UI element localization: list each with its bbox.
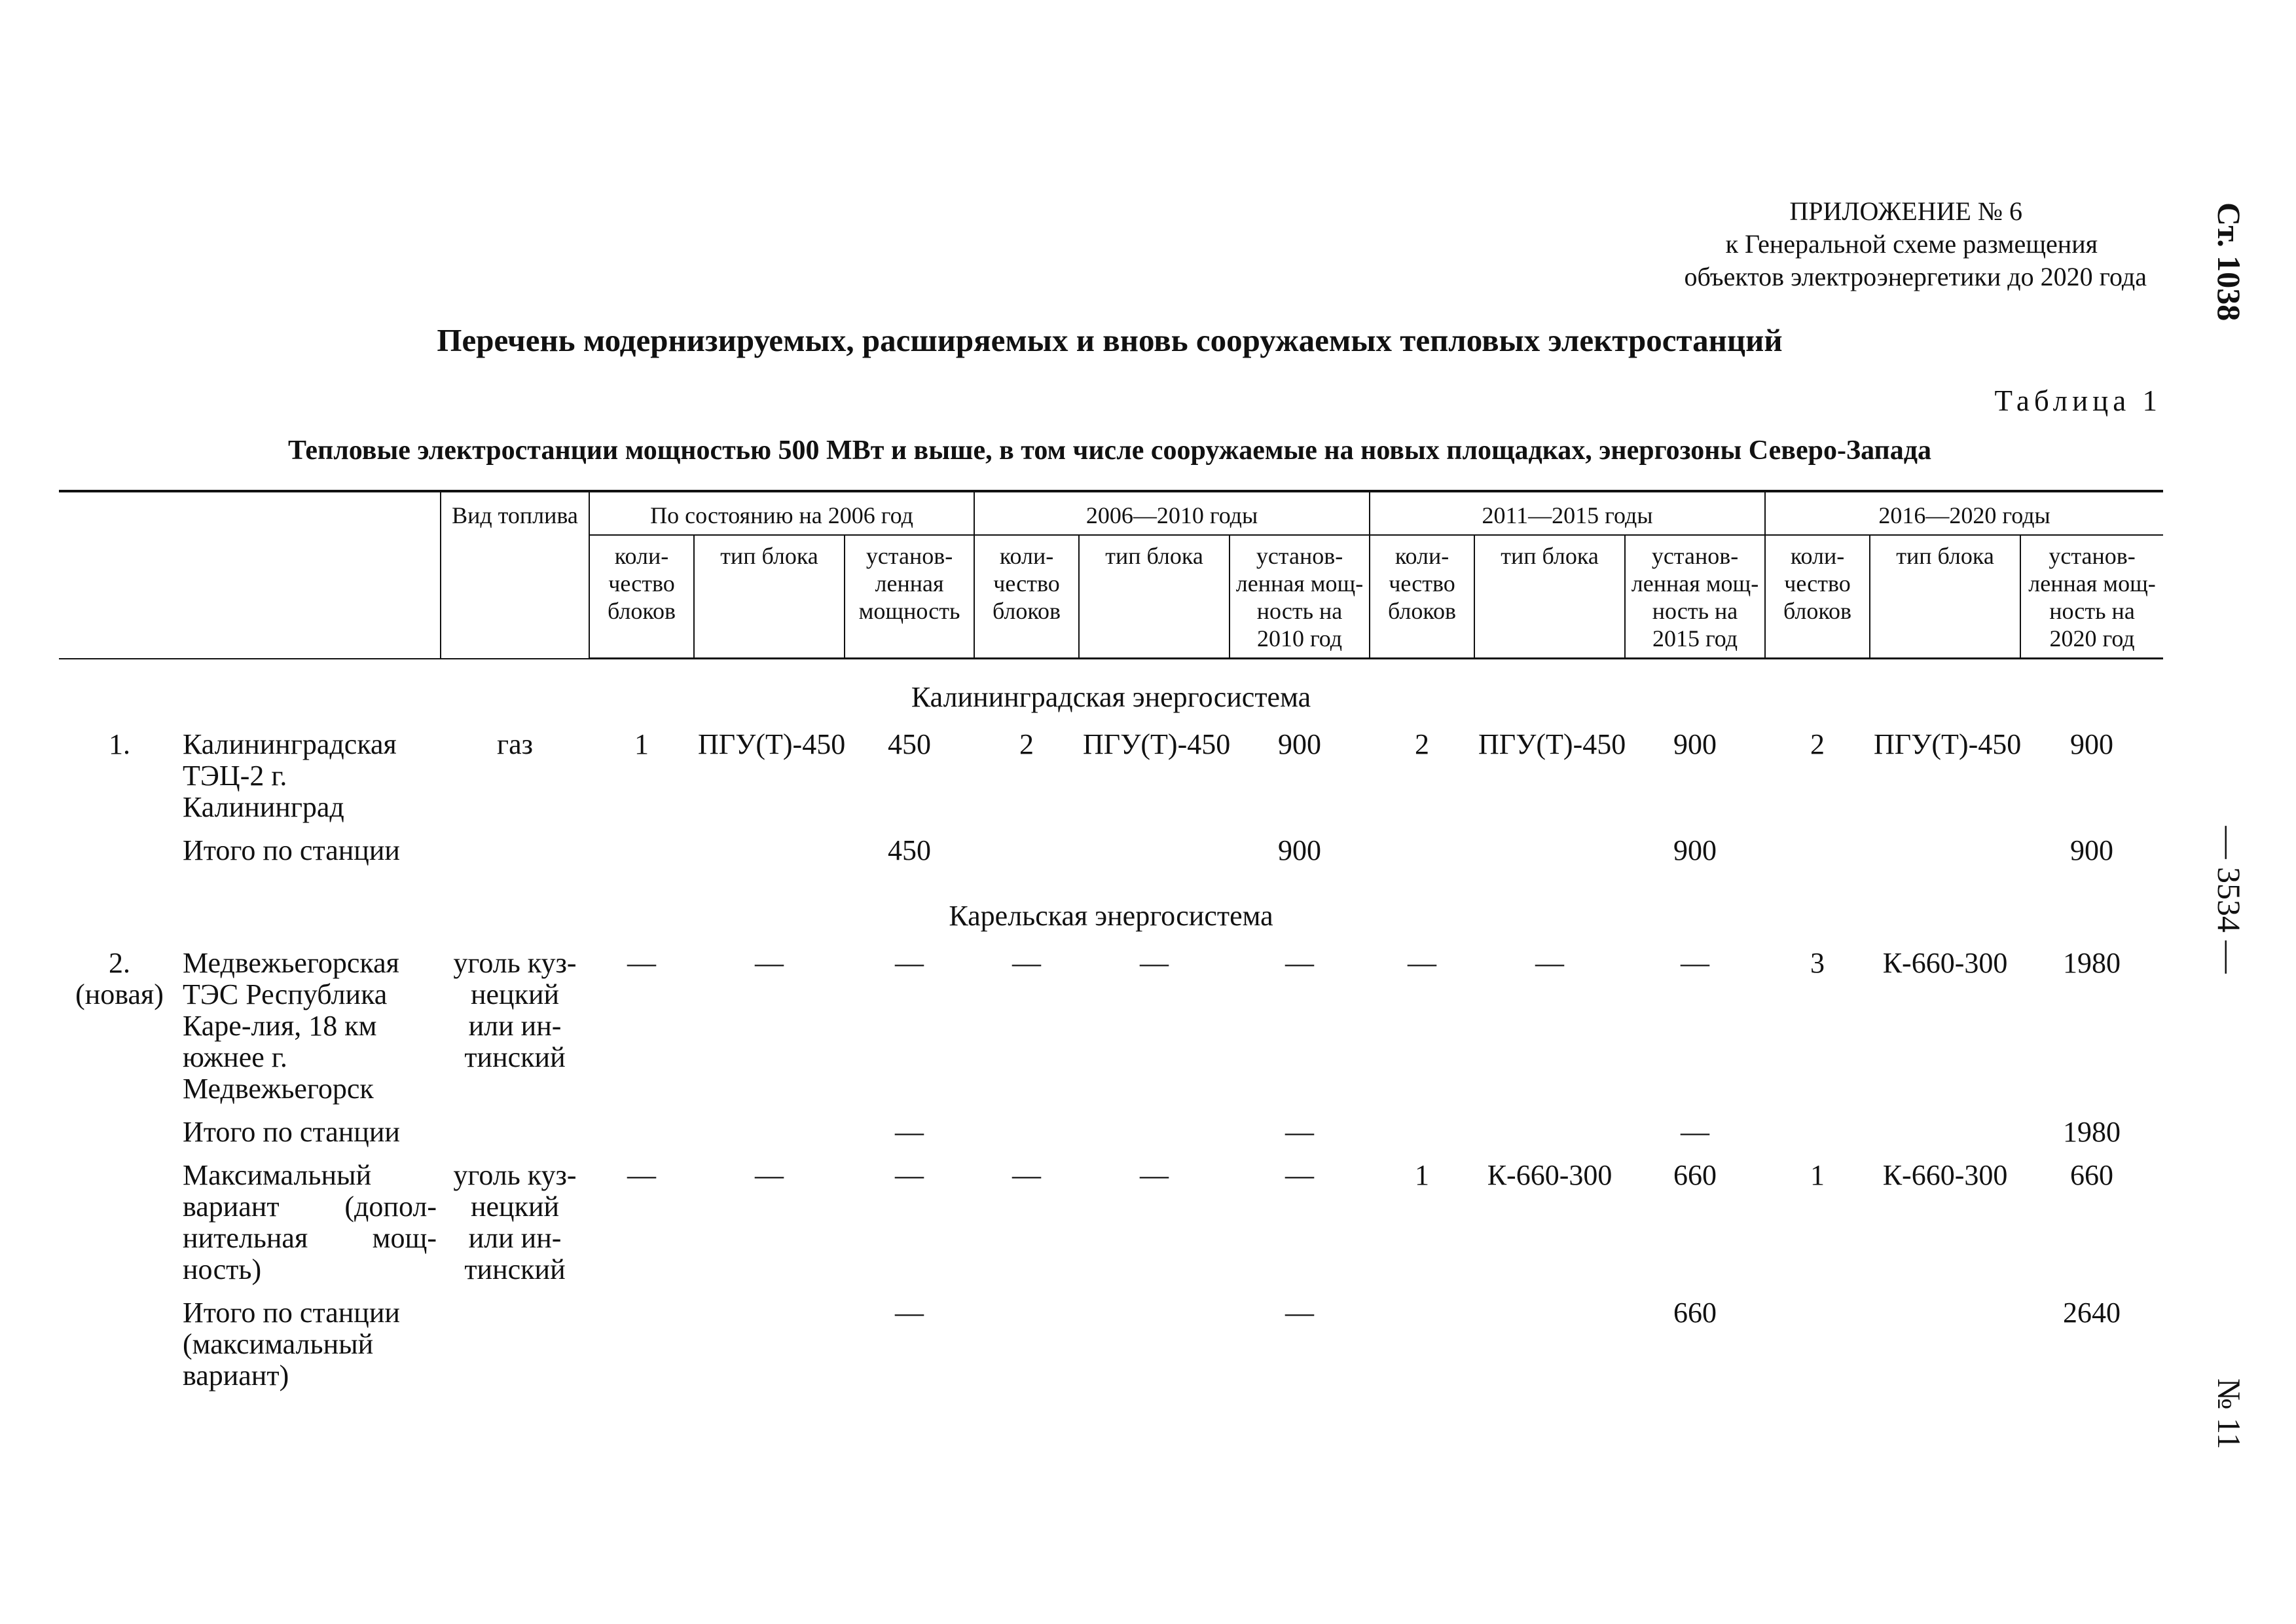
capacity-2020: 1980 <box>2063 947 2121 979</box>
type-2020: ПГУ(Т)-450 <box>1874 728 2022 760</box>
capacity-2006: — <box>895 1297 924 1329</box>
capacity-2010: — <box>1285 1297 1315 1329</box>
count-2006 <box>589 1116 694 1160</box>
power-plants-table <box>59 490 2163 1403</box>
appendix-heading <box>1361 195 2147 293</box>
type-2006 <box>694 1116 845 1160</box>
header-type: тип блока <box>1870 535 2020 659</box>
capacity-2015: — <box>1681 947 1710 979</box>
header-fuel: Вид топлива <box>441 491 589 659</box>
issue-number: № 11 <box>2211 1378 2248 1450</box>
type-2015 <box>1474 1297 1625 1403</box>
capacity-2006: 450 <box>888 834 931 866</box>
table-row <box>59 729 2163 835</box>
count-2015 <box>1370 835 1474 878</box>
region-row <box>59 878 2163 948</box>
page-article-number: Ст. 1038 <box>2211 202 2248 322</box>
header-type: тип блока <box>694 535 845 659</box>
appendix-reference-cont: объектов электроэнергетики до 2020 года <box>1684 262 2147 291</box>
count-2015 <box>1370 1297 1474 1403</box>
fuel-type: уголь куз-нецкий или ин-тинский <box>453 947 577 1073</box>
table-row <box>59 1160 2163 1297</box>
type-2015: ПГУ(Т)-450 <box>1478 728 1626 760</box>
fuel-type: газ <box>497 728 533 760</box>
header-group-2011-2015: 2011—2015 годы <box>1370 491 1765 535</box>
header-capacity-2015: установ-ленная мощ-ность на 2015 год <box>1625 535 1765 659</box>
count-2006: — <box>627 1159 656 1191</box>
count-2015: 2 <box>1415 728 1430 760</box>
capacity-2020: 900 <box>2070 728 2114 760</box>
type-2006 <box>694 835 845 878</box>
count-2010: 2 <box>1019 728 1034 760</box>
station-name: Итого по станции <box>183 1116 400 1148</box>
count-2006 <box>589 1297 694 1403</box>
count-2010: — <box>1012 1159 1042 1191</box>
page-number: — 3534 — <box>2211 826 2248 974</box>
capacity-2010: — <box>1285 1159 1315 1191</box>
header-capacity-2020: установ-ленная мощ-ность на 2020 год <box>2020 535 2163 659</box>
capacity-2006: — <box>895 1159 924 1191</box>
type-2010: — <box>1140 1159 1169 1191</box>
capacity-2010: 900 <box>1278 728 1322 760</box>
region-label: Калининградская энергосистема <box>911 681 1311 713</box>
type-2020: К-660-300 <box>1882 947 2008 979</box>
count-2015: 1 <box>1415 1159 1430 1191</box>
capacity-2020: 900 <box>2070 834 2114 866</box>
document-title: Перечень модернизируемых, расширяемых и вновь сооружаемых тепловых электростанций <box>437 322 1783 358</box>
count-2010: — <box>1012 947 1042 979</box>
type-2020 <box>1870 835 2020 878</box>
table-row-total <box>59 835 2163 878</box>
capacity-2020: 1980 <box>2063 1116 2121 1148</box>
count-2010 <box>974 1116 1079 1160</box>
count-2020: 3 <box>1810 947 1825 979</box>
capacity-2015: 900 <box>1673 834 1717 866</box>
count-2020 <box>1765 1297 1870 1403</box>
header-type: тип блока <box>1079 535 1230 659</box>
header-count: коли-чество блоков <box>589 535 694 659</box>
appendix-reference: к Генеральной схеме размещения <box>1725 229 2098 259</box>
header-group-2016-2020: 2016—2020 годы <box>1765 491 2163 535</box>
type-2010 <box>1079 1297 1230 1403</box>
type-2015 <box>1474 835 1625 878</box>
type-2010: — <box>1140 947 1169 979</box>
header-capacity-2010: установ-ленная мощ-ность на 2010 год <box>1230 535 1370 659</box>
capacity-2015: 660 <box>1673 1297 1717 1329</box>
capacity-2010: — <box>1285 1116 1315 1148</box>
fuel-type <box>441 1297 589 1403</box>
capacity-2015: 660 <box>1673 1159 1717 1191</box>
row-number <box>59 1116 180 1160</box>
header-count: коли-чество блоков <box>1765 535 1870 659</box>
count-2010 <box>974 1297 1079 1403</box>
table-row-total <box>59 1297 2163 1403</box>
count-2020: 1 <box>1810 1159 1825 1191</box>
station-name: Максимальный вариант (допол-нительная мощ-ность) <box>183 1159 437 1285</box>
capacity-2015: 900 <box>1673 728 1717 760</box>
count-2020: 2 <box>1810 728 1825 760</box>
header-type: тип блока <box>1474 535 1625 659</box>
count-2006 <box>589 835 694 878</box>
capacity-2015: — <box>1681 1116 1710 1148</box>
table-row <box>59 948 2163 1116</box>
capacity-2010: — <box>1285 947 1315 979</box>
station-name: Калининградская ТЭЦ-2 г. Калининград <box>183 728 397 823</box>
capacity-2006: 450 <box>888 728 931 760</box>
count-2015: — <box>1408 947 1437 979</box>
fuel-type <box>441 835 589 878</box>
capacity-2020: 660 <box>2070 1159 2114 1191</box>
header-count: коли-чество блоков <box>974 535 1079 659</box>
type-2020 <box>1870 1116 2020 1160</box>
row-number: 2. (новая) <box>75 947 164 1010</box>
capacity-2020: 2640 <box>2063 1297 2121 1329</box>
station-name: Итого по станции <box>183 834 400 866</box>
row-number <box>59 835 180 878</box>
type-2010: ПГУ(Т)-450 <box>1083 728 1231 760</box>
header-capacity-2006: установ-ленная мощность <box>845 535 974 659</box>
type-2015: — <box>1535 947 1565 979</box>
header-row-groups <box>59 491 2163 535</box>
row-number <box>59 1297 180 1403</box>
station-name: Медвежьегорская ТЭС Республика Каре-лия, 18 км южнее г. Медвежьегорск <box>183 947 399 1105</box>
fuel-type: уголь куз-нецкий или ин-тинский <box>453 1159 577 1285</box>
station-name: Итого по станции (максимальный вариант) <box>183 1297 400 1392</box>
header-group-2006: По состоянию на 2006 год <box>589 491 974 535</box>
table-row-total <box>59 1116 2163 1160</box>
type-2015: К-660-300 <box>1487 1159 1613 1191</box>
type-2010 <box>1079 835 1230 878</box>
count-2020 <box>1765 1116 1870 1160</box>
table-subtitle: Тепловые электростанции мощностью 500 МВт и выше, в том числе сооружаемые на новых площадках, энергозоны Северо-Запада <box>287 435 1931 466</box>
type-2010 <box>1079 1116 1230 1160</box>
header-blank <box>59 491 441 659</box>
count-2015 <box>1370 1116 1474 1160</box>
count-2020 <box>1765 835 1870 878</box>
type-2006: ПГУ(Т)-450 <box>698 728 846 760</box>
capacity-2006: — <box>895 947 924 979</box>
header-count: коли-чество блоков <box>1370 535 1474 659</box>
capacity-2010: 900 <box>1278 834 1322 866</box>
type-2015 <box>1474 1116 1625 1160</box>
table-label: Таблица 1 <box>1994 384 2162 417</box>
type-2020 <box>1870 1297 2020 1403</box>
type-2006: — <box>755 947 784 979</box>
count-2010 <box>974 835 1079 878</box>
type-2006 <box>694 1297 845 1403</box>
capacity-2006: — <box>895 1116 924 1148</box>
region-row <box>59 659 2163 729</box>
header-group-2006-2010: 2006—2010 годы <box>974 491 1370 535</box>
count-2006: 1 <box>634 728 649 760</box>
count-2006: — <box>627 947 656 979</box>
region-label: Карельская энергосистема <box>949 900 1273 932</box>
row-number: 1. <box>109 728 130 760</box>
type-2020: К-660-300 <box>1882 1159 2008 1191</box>
row-number <box>59 1160 180 1297</box>
type-2006: — <box>755 1159 784 1191</box>
fuel-type <box>441 1116 589 1160</box>
appendix-number: ПРИЛОЖЕНИЕ № 6 <box>1789 196 2022 226</box>
